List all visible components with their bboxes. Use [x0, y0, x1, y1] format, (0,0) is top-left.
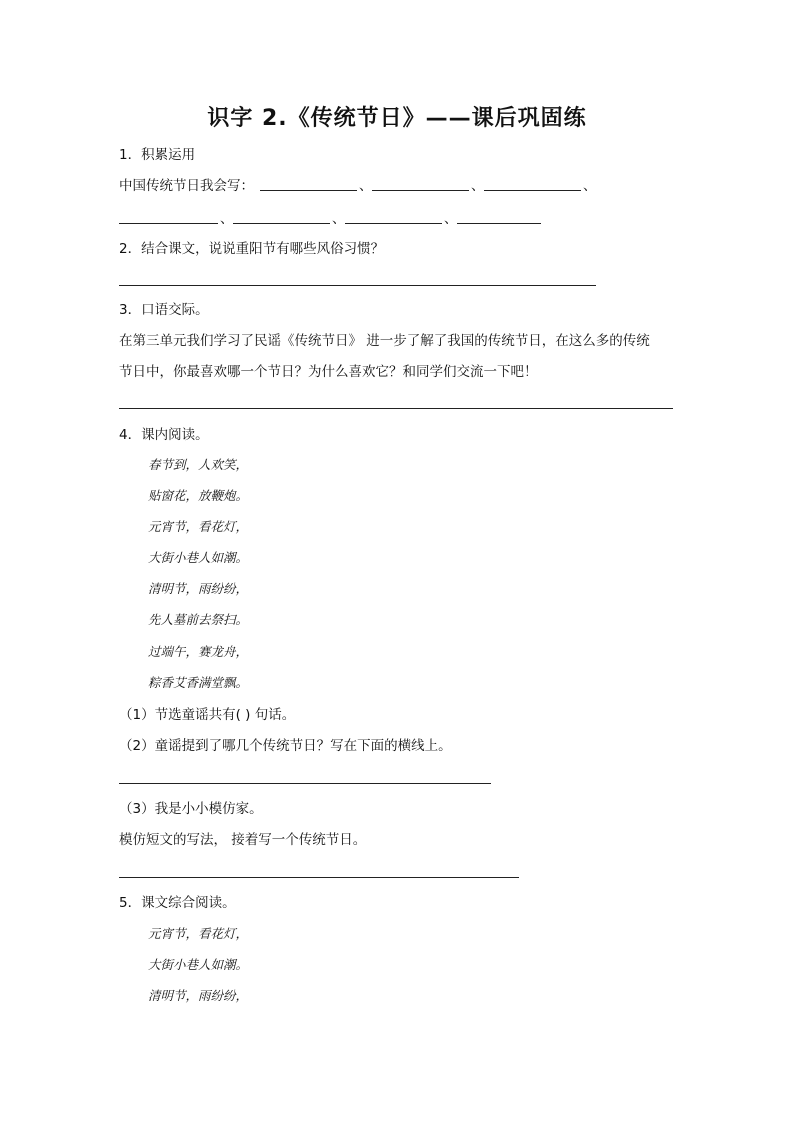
- poem-line: 清明节，雨纷纷，: [148, 988, 249, 1003]
- q1-blank-3[interactable]: [484, 190, 581, 191]
- poem-line: 过端午，赛龙舟，: [148, 644, 249, 659]
- poem-line: 大街小巷人如潮。: [148, 957, 249, 972]
- q3-heading: 3．口语交际。: [119, 302, 209, 318]
- q4-sub3-answer-line[interactable]: [119, 877, 519, 878]
- poem-line: 春节到，人欢笑，: [148, 457, 249, 472]
- q2-answer-line[interactable]: [119, 285, 596, 286]
- poem-line: 贴窗花，放鞭炮。: [148, 488, 249, 503]
- q4-heading: 4．课内阅读。: [119, 427, 209, 443]
- q1-blank-7[interactable]: [457, 223, 541, 224]
- q1-blank-6[interactable]: [345, 223, 442, 224]
- q1-sep: 、: [583, 178, 597, 194]
- poem-line: 元宵节，看花灯，: [148, 519, 249, 534]
- q4-sub2: （2）童谣提到了哪几个传统节日？写在下面的横线上。: [119, 738, 452, 754]
- poem-line: 大街小巷人如潮。: [148, 550, 249, 565]
- poem-line: 清明节，雨纷纷，: [148, 581, 249, 596]
- q1-blank-4[interactable]: [119, 223, 218, 224]
- q4-sub3-text: 模仿短文的写法， 接着写一个传统节日。: [119, 832, 367, 848]
- poem-line: 元宵节，看花灯，: [148, 926, 249, 941]
- q1-sep: 、: [471, 178, 485, 194]
- q4-sub2-answer-line[interactable]: [119, 783, 491, 784]
- q4-sub1: （1）节选童谣共有( ) 句话。: [119, 707, 296, 723]
- q4-sub3: （3）我是小小模仿家。: [119, 801, 263, 817]
- q1-prompt: 中国传统节日我会写：: [119, 178, 254, 194]
- q3-answer-line[interactable]: [119, 408, 673, 409]
- q5-heading: 5．课文综合阅读。: [119, 895, 236, 911]
- q1-blank-1[interactable]: [260, 190, 357, 191]
- q1-heading: 1．积累运用: [119, 147, 196, 163]
- q1-sep: 、: [444, 211, 458, 227]
- q1-blank-5[interactable]: [233, 223, 330, 224]
- q1-sep: 、: [332, 211, 346, 227]
- page-title: 识字 2.《传统节日》——课后巩固练: [207, 106, 587, 131]
- q3-text-line-2: 节日中，你最喜欢哪一个节日？为什么喜欢它？和同学们交流一下吧！: [119, 364, 538, 380]
- poem-line: 粽香艾香满堂飘。: [148, 675, 249, 690]
- q3-text-line-1: 在第三单元我们学习了民谣《传统节日》 进一步了解了我国的传统节日，在这么多的传统: [119, 333, 650, 349]
- q2-heading: 2．结合课文，说说重阳节有哪些风俗习惯？: [119, 241, 385, 257]
- poem-line: 先人墓前去祭扫。: [148, 612, 249, 627]
- q1-blank-2[interactable]: [372, 190, 469, 191]
- q1-sep: 、: [359, 178, 373, 194]
- q1-sep: 、: [220, 211, 234, 227]
